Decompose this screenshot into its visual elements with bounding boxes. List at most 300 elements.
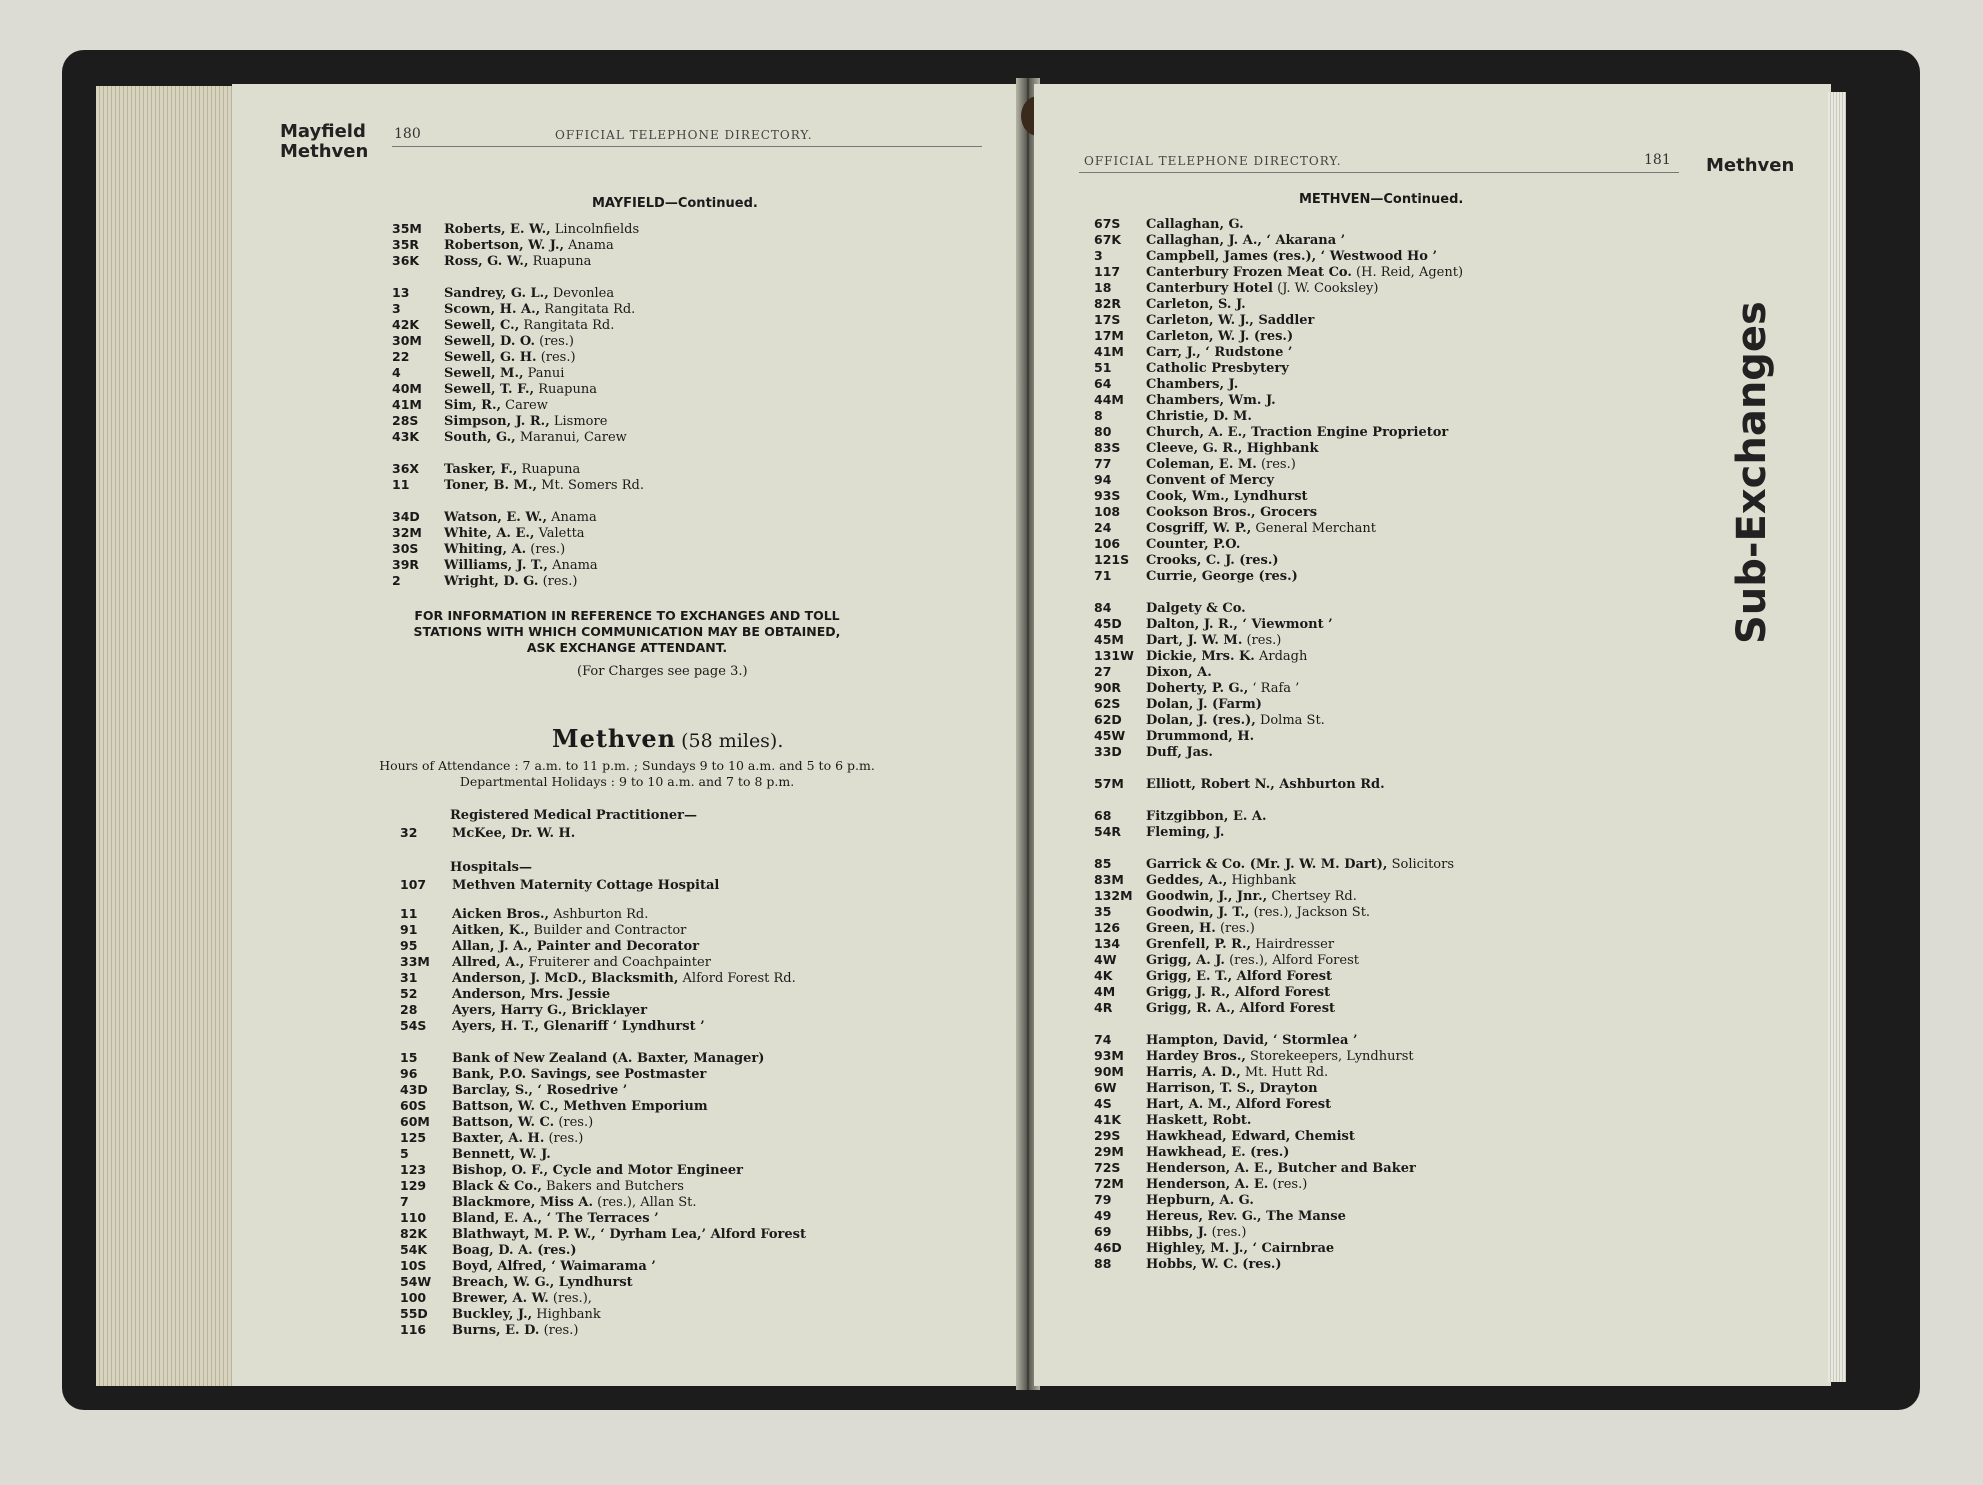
notice-line-2: STATIONS WITH WHICH COMMUNICATION MAY BE OBTAINED, [413,624,841,639]
listing-entry [1094,408,1463,424]
mayfield-listings [392,221,644,589]
listing-entry [392,525,644,541]
listing-entry [1094,456,1463,472]
subscriber-detail: Ruapuna [538,382,597,397]
listing-entry [392,557,644,573]
subscriber-name: Canterbury Hotel [1146,281,1273,296]
listing-entry [400,1066,806,1082]
phone-number: 123 [400,1162,427,1177]
phone-number: 15 [400,1050,418,1065]
listing-entry [1094,1240,1463,1256]
listing-entry [1094,1064,1463,1080]
phone-number: 4W [1094,952,1117,967]
listing-entry [392,509,644,525]
subscriber-name: Carleton, S. J. [1146,297,1246,312]
group-spacer [392,269,644,285]
subscriber-name: Chambers, J. [1146,377,1239,392]
listing-entry [1094,1192,1463,1208]
phone-number: 41K [1094,1112,1122,1127]
subscriber-name: Aicken Bros., [452,907,550,922]
phone-number: 84 [1094,600,1112,615]
listing-entry [1094,504,1463,520]
subscriber-name: Catholic Presbytery [1146,361,1289,376]
listing-entry [400,1002,806,1018]
listing-entry [400,1258,806,1274]
listing-entry [392,413,644,429]
listing-entry [392,365,644,381]
subscriber-name: Garrick & Co. (Mr. J. W. M. Dart), [1146,857,1388,872]
sub-exchanges-tab: Sub-Exchanges [1729,301,1775,644]
subscriber-name: Hereus, Rev. G., The Manse [1146,1209,1346,1224]
subscriber-detail: (res.) [558,1115,594,1130]
phone-number: 82K [400,1226,428,1241]
subscriber-name: Elliott, Robert N., Ashburton Rd. [1146,777,1385,792]
subscriber-detail: (res.) [1219,921,1255,936]
listing-entry [392,381,644,397]
listing-entry [400,825,575,841]
listing-entry [392,461,644,477]
listing-entry [400,938,806,954]
subscriber-name: Drummond, H. [1146,729,1255,744]
subscriber-name: Buckley, J., [452,1307,533,1322]
listing-entry [1094,600,1463,616]
subscriber-name: Campbell, James (res.), ‘ Westwood Ho ’ [1146,249,1438,264]
section-heading-methven: METHVEN—Continued. [1299,192,1464,207]
subscriber-name: Henderson, A. E., Butcher and Baker [1146,1161,1416,1176]
phone-number: 28 [400,1002,418,1017]
listing-entry [1094,1112,1463,1128]
listing-entry [1094,440,1463,456]
listing-entry [392,573,644,589]
listing-entry [1094,232,1463,248]
subscriber-name: Goodwin, J., Jnr., [1146,889,1268,904]
phone-number: 85 [1094,856,1112,871]
subscriber-name: Aitken, K., [452,923,530,938]
subscriber-name: Dalgety & Co. [1146,601,1246,616]
phone-number: 83M [1094,872,1124,887]
phone-number: 54W [400,1274,432,1289]
phone-number: 116 [400,1322,427,1337]
phone-number: 52 [400,986,418,1001]
subscriber-name: Whiting, A. [444,542,527,557]
phone-number: 27 [1094,664,1112,679]
listing-entry [400,1210,806,1226]
listing-entry [1094,776,1463,792]
subscriber-detail: Alford Forest Rd. [682,971,796,986]
subscriber-name: Anderson, Mrs. Jessie [452,987,611,1002]
methven-miles: (58 miles). [681,730,784,752]
subscriber-detail: Maranui, Carew [519,430,627,445]
subscriber-detail: Panui [527,366,565,381]
methven-heading [552,724,783,753]
thumb-index-right: Methven [1706,155,1795,176]
listing-entry [1094,1048,1463,1064]
hours-of-attendance [262,758,992,790]
subscriber-name: Ayers, Harry G., Bricklayer [452,1003,648,1018]
subscriber-name: Hepburn, A. G. [1146,1193,1254,1208]
subscriber-name: Simpson, J. R., [444,414,550,429]
subscriber-detail: (res.), Allan St. [597,1195,697,1210]
subscriber-name: Fleming, J. [1146,825,1225,840]
phone-number: 45M [1094,632,1124,647]
listing-entry [1094,296,1463,312]
listing-entry [400,1130,806,1146]
listing-entry [1094,536,1463,552]
subscriber-name: White, A. E., [444,526,535,541]
subscriber-detail: Mt. Hutt Rd. [1244,1065,1329,1080]
phone-number: 93M [1094,1048,1124,1063]
group-spacer [400,1034,806,1050]
listing-entry [1094,856,1463,872]
phone-number: 106 [1094,536,1121,551]
subscriber-name: Bishop, O. F., Cycle and Motor Engineer [452,1163,744,1178]
phone-number: 49 [1094,1208,1112,1223]
subscriber-name: Dickie, Mrs. K. [1146,649,1255,664]
subscriber-name: Ross, G. W., [444,254,529,269]
listing-entry [392,397,644,413]
subscriber-name: Sewell, G. H. [444,350,537,365]
subscriber-detail: Anama [552,558,598,573]
phone-number: 30S [392,541,419,556]
listing-entry [1094,344,1463,360]
subscriber-name: Goodwin, J. T., [1146,905,1250,920]
phone-number: 18 [1094,280,1112,295]
subscriber-detail: (res.) [540,350,576,365]
phone-number: 100 [400,1290,427,1305]
subscriber-detail: Devonlea [552,286,615,301]
listing-entry [392,285,644,301]
subscriber-name: Christie, D. M. [1146,409,1252,424]
listing-entry [1094,616,1463,632]
group-spacer [1094,1016,1463,1032]
phone-number: 35R [392,237,420,252]
listing-entry [392,429,644,445]
listing-entry [392,317,644,333]
subscriber-detail: Mt. Somers Rd. [541,478,644,493]
listing-entry [400,954,806,970]
listing-entry [392,349,644,365]
subscriber-name: Grigg, E. T., Alford Forest [1146,969,1333,984]
hours-line-2: Departmental Holidays : 9 to 10 a.m. and 7 to 8 p.m. [459,774,795,789]
group-spacer [1094,792,1463,808]
subscriber-name: Baxter, A. H. [452,1131,545,1146]
phone-number: 96 [400,1066,418,1081]
subscriber-detail: (res.), [552,1291,592,1306]
phone-number: 45W [1094,728,1126,743]
phone-number: 93S [1094,488,1121,503]
subscriber-name: Blackmore, Miss A. [452,1195,593,1210]
subscriber-name: Battson, W. C., Methven Emporium [452,1099,708,1114]
subscriber-detail: Fruiterer and Coachpainter [528,955,711,970]
subscriber-detail: Valetta [538,526,585,541]
phone-number: 108 [1094,504,1121,519]
methven-listings-right [1094,216,1463,1272]
listing-entry [1094,872,1463,888]
hospital-listing [400,877,719,893]
phone-number: 5 [400,1146,409,1161]
phone-number: 36X [392,461,420,476]
subscriber-detail: (res.), Alford Forest [1229,953,1359,968]
group-spacer [1094,584,1463,600]
phone-number: 74 [1094,1032,1112,1047]
subscriber-detail: (res.) [543,1323,579,1338]
phone-number: 17S [1094,312,1121,327]
phone-number: 91 [400,922,418,937]
listing-entry [400,1306,806,1322]
phone-number: 44M [1094,392,1124,407]
listing-entry [1094,1080,1463,1096]
phone-number: 34D [392,509,420,524]
subscriber-name: Ayers, H. T., Glenariff ‘ Lyndhurst ’ [452,1019,705,1034]
phone-number: 32M [392,525,422,540]
subscriber-name: Hardey Bros., [1146,1049,1246,1064]
subscriber-name: Grigg, J. R., Alford Forest [1146,985,1331,1000]
subscriber-detail: Chertsey Rd. [1271,889,1357,904]
subscriber-name: Hibbs, J. [1146,1225,1208,1240]
subscriber-name: Bank, P.O. Savings, see Postmaster [452,1067,707,1082]
phone-number: 72S [1094,1160,1121,1175]
subscriber-name: Cleeve, G. R., Highbank [1146,441,1319,456]
subscriber-detail: (res.) [542,574,578,589]
subscriber-name: South, G., [444,430,516,445]
listing-entry [1094,936,1463,952]
phone-number: 125 [400,1130,427,1145]
subscriber-detail: (res.) [530,542,566,557]
subscriber-name: Cookson Bros., Grocers [1146,505,1318,520]
subscriber-name: Scown, H. A., [444,302,541,317]
subscriber-name: Geddes, A., [1146,873,1228,888]
subscriber-name: Callaghan, J. A., ‘ Akarana ’ [1146,233,1346,248]
listing-entry [1094,1128,1463,1144]
phone-number: 117 [1094,264,1121,279]
methven-title: Methven [552,724,677,753]
listing-entry [400,986,806,1002]
listing-entry [1094,1224,1463,1240]
phone-number: 3 [1094,248,1103,263]
subscriber-name: Bland, E. A., ‘ The Terraces ’ [452,1211,659,1226]
subscriber-detail: (res.) [1246,633,1282,648]
subscriber-detail: General Merchant [1255,521,1377,536]
subscriber-name: Dixon, A. [1146,665,1212,680]
listing-entry [1094,920,1463,936]
listing-entry [1094,1176,1463,1192]
exchange-notice [307,608,947,656]
page-edges [96,86,241,1386]
listing-entry [400,1226,806,1242]
subscriber-name: Allred, A., [452,955,525,970]
phone-number: 121S [1094,552,1130,567]
phone-number: 8 [1094,408,1103,423]
listing-entry [400,970,806,986]
phone-number: 71 [1094,568,1112,583]
listing-entry [1094,488,1463,504]
subscriber-name: Brewer, A. W. [452,1291,549,1306]
phone-number: 95 [400,938,418,953]
phone-number: 62S [1094,696,1121,711]
phone-number: 90R [1094,680,1122,695]
phone-number: 51 [1094,360,1112,375]
phone-number: 32 [400,825,418,840]
subscriber-name: Hawkhead, E. (res.) [1146,1145,1290,1160]
subscriber-name: Burns, E. D. [452,1323,540,1338]
subscriber-detail: Solicitors [1391,857,1455,872]
phone-number: 94 [1094,472,1112,487]
phone-number: 79 [1094,1192,1112,1207]
subscriber-detail: Ashburton Rd. [553,907,649,922]
listing-entry [392,221,644,237]
listing-entry [1094,248,1463,264]
phone-number: 129 [400,1178,427,1193]
listing-entry [400,877,719,893]
phone-number: 60M [400,1114,430,1129]
notice-line-1: FOR INFORMATION IN REFERENCE TO EXCHANGES AND TOLL [414,608,840,623]
listing-entry [400,1194,806,1210]
subscriber-detail: Ruapuna [521,462,581,477]
subscriber-detail: (res.) [1211,1225,1247,1240]
subscriber-name: Tasker, F., [444,462,518,477]
page-number-right: 181 [1644,152,1671,168]
phone-number: 4K [1094,968,1113,983]
subscriber-detail: (res.) [539,334,574,349]
listing-entry [1094,664,1463,680]
listing-entry [400,1322,806,1338]
phone-number: 69 [1094,1224,1112,1239]
methven-listings-left [400,906,806,1338]
phone-number: 55D [400,1306,428,1321]
phone-number: 30M [392,333,422,348]
subscriber-name: Carleton, W. J. (res.) [1146,329,1294,344]
subscriber-name: Dalton, J. R., ‘ Viewmont ’ [1146,617,1333,632]
phone-number: 17M [1094,328,1124,343]
listing-entry [1094,1032,1463,1048]
listing-entry [392,301,644,317]
phone-number: 33D [1094,744,1122,759]
subscriber-name: Cook, Wm., Lyndhurst [1146,489,1308,504]
listing-entry [1094,904,1463,920]
subscriber-detail: (res.) [548,1131,584,1146]
header-rule-right [1079,172,1679,173]
subscriber-name: Dart, J. W. M. [1146,633,1243,648]
group-spacer [1094,760,1463,776]
thumb-index-left [280,122,368,162]
phone-number: 35M [392,221,422,236]
phone-number: 24 [1094,520,1112,535]
phone-number: 131W [1094,648,1134,663]
subscriber-name: Toner, B. M., [444,478,538,493]
phone-number: 39R [392,557,420,572]
subscriber-name: Sewell, D. O. [444,334,535,349]
thumb-line-2: Methven [280,141,369,162]
subscriber-name: Boyd, Alfred, ‘ Waimarama ’ [452,1259,656,1274]
listing-entry [392,237,644,253]
phone-number: 67S [1094,216,1121,231]
thumb-line-1: Mayfield [280,121,366,142]
phone-number: 110 [400,1210,427,1225]
phone-number: 33M [400,954,430,969]
subscriber-name: Carr, J., ‘ Rudstone ’ [1146,345,1293,360]
phone-number: 43D [400,1082,428,1097]
listing-entry [400,1114,806,1130]
listing-entry [1094,280,1463,296]
phone-number: 7 [400,1194,409,1209]
phone-number: 134 [1094,936,1121,951]
listing-entry [1094,328,1463,344]
subscriber-name: Chambers, Wm. J. [1146,393,1276,408]
listing-entry [392,477,644,493]
phone-number: 4R [1094,1000,1113,1015]
subscriber-name: Hampton, David, ‘ Stormlea ’ [1146,1033,1358,1048]
subscriber-name: Duff, Jas. [1146,745,1213,760]
phone-number: 4M [1094,984,1116,999]
phone-number: 6W [1094,1080,1117,1095]
subscriber-detail: Anama [551,510,597,525]
phone-number: 41M [1094,344,1124,359]
subscriber-detail: (res.), Jackson St. [1253,905,1371,920]
listing-entry [1094,824,1463,840]
subscriber-name: Sewell, C., [444,318,520,333]
subscriber-name: Carleton, W. J., Saddler [1146,313,1315,328]
phone-number: 10S [400,1258,427,1273]
subscriber-detail: Hairdresser [1255,937,1335,952]
phone-number: 57M [1094,776,1124,791]
phone-number: 82R [1094,296,1122,311]
subscriber-name: Haskett, Robt. [1146,1113,1252,1128]
listing-entry [1094,568,1463,584]
phone-number: 11 [392,477,410,492]
phone-number: 35 [1094,904,1112,919]
listing-entry [1094,1144,1463,1160]
listing-entry [400,1242,806,1258]
subscriber-name: Sandrey, G. L., [444,286,549,301]
listing-entry [400,1274,806,1290]
listing-entry [1094,1256,1463,1272]
listing-entry [400,1146,806,1162]
subscriber-name: Green, H. [1146,921,1216,936]
listing-entry [1094,1160,1463,1176]
subscriber-detail: Highbank [1231,873,1296,888]
phone-number: 4S [1094,1096,1112,1111]
subscriber-name: Counter, P.O. [1146,537,1241,552]
listing-entry [400,1098,806,1114]
listing-entry [1094,968,1463,984]
listing-entry [1094,808,1463,824]
listing-entry [1094,312,1463,328]
right-page [1034,84,1831,1386]
listing-entry [400,1178,806,1194]
running-head-right: OFFICIAL TELEPHONE DIRECTORY. [1084,154,1342,168]
subscriber-name: Hobbs, W. C. (res.) [1146,1257,1282,1272]
listing-entry [400,906,806,922]
subscriber-name: Fitzgibbon, E. A. [1146,809,1267,824]
subscriber-name: Harris, A. D., [1146,1065,1241,1080]
listing-entry [1094,728,1463,744]
phone-number: 42K [392,317,420,332]
header-rule-left [392,146,982,147]
subscriber-name: Henderson, A. E. [1146,1177,1269,1192]
subscriber-name: Cosgriff, W. P., [1146,521,1252,536]
subscriber-detail: Dolma St. [1259,713,1325,728]
subscriber-name: Convent of Mercy [1146,473,1275,488]
subscriber-name: Bank of New Zealand (A. Baxter, Manager) [452,1051,765,1066]
phone-number: 41M [392,397,422,412]
page-number-left: 180 [394,126,421,142]
subscriber-detail: (res.) [1272,1177,1308,1192]
phone-number: 80 [1094,424,1112,439]
subscriber-name: Bennett, W. J. [452,1147,551,1162]
subscriber-detail: Lincolnfields [554,222,640,237]
subscriber-name: Doherty, P. G., [1146,681,1249,696]
phone-number: 3 [392,301,401,316]
